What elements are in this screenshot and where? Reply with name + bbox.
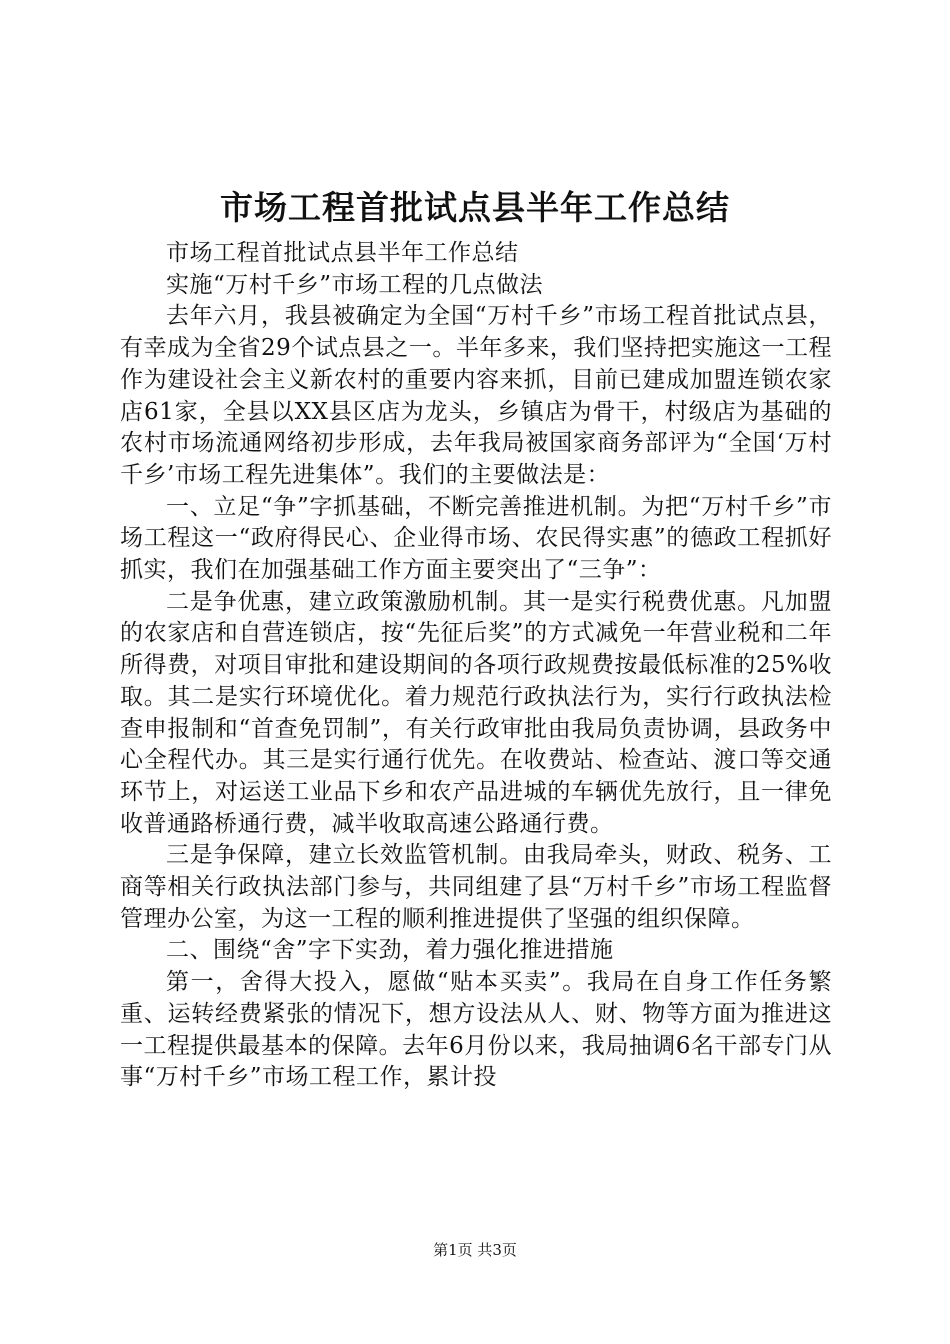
page-number-footer: 第1页 共3页 <box>433 1241 517 1259</box>
paragraph-section-two: 二、围绕“舍”字下实劲，着力强化推进措施 <box>166 937 614 964</box>
paragraph-incentives: 二是争优惠，建立政策激励机制。其一是实行税费优惠。凡加盟的农家店和自营连锁店，按“先征后奖”的方式减免一年营业税和二年所得费，对项目审批和建设期间的各项行政规费按最低标准的25%收取。其二是实行环境优化。着力规范行政执法行为，实行行政执法检查申报制和“首查免罚制”，有关行政审批由我局负责协调，县政务中心全程代办。其三是实行通行优先。在收费站、检查站、渡口等交通环节上，对运送工业品下乡和农产品进城的车辆优先放行，且一律免收普通路桥通行费，减半收取高速公路通行费。 <box>120 588 832 837</box>
paragraph-investment: 第一，舍得大投入，愿做“贴本买卖”。我局在自身工作任务繁重、运转经费紧张的情况下，想方设法从人、财、物等方面为推进这一工程提供最基本的保障。去年6月份以来，我局抽调6名干部专门从事“万村千乡”市场工程工作，累计投 <box>120 969 832 1091</box>
paragraph-heading: 实施“万村千乡”市场工程的几点做法 <box>166 271 544 298</box>
paragraph-supervision: 三是争保障，建立长效监管机制。由我局牵头，财政、税务、工商等相关行政执法部门参与，共同组建了县“万村千乡”市场工程监督管理办公室，为这一工程的顺利推进提供了坚强的组织保障。 <box>120 842 832 932</box>
paragraph-intro: 去年六月，我县被确定为全国“万村千乡”市场工程首批试点县，有幸成为全省29个试点县之一。半年多来，我们坚持把实施这一工程作为建设社会主义新农村的重要内容来抓，目前已建成加盟连锁农家店61家，全县以XX县区店为龙头，乡镇店为骨干，村级店为基础的农村市场流通网络初步形成，去年我局被国家商务部评为“全国‘万村千乡’市场工程先进集体”。我们的主要做法是： <box>120 303 832 488</box>
document-title: 市场工程首批试点县半年工作总结 <box>220 188 730 227</box>
document-body <box>120 238 832 1094</box>
paragraph-subtitle: 市场工程首批试点县半年工作总结 <box>166 240 519 266</box>
paragraph-section-one: 一、立足“争”字抓基础，不断完善推进机制。为把“万村千乡”市场工程这一“政府得民心、企业得市场、农民得实惠”的德政工程抓好抓实，我们在加强基础工作方面主要突出了“三争”： <box>120 493 832 584</box>
